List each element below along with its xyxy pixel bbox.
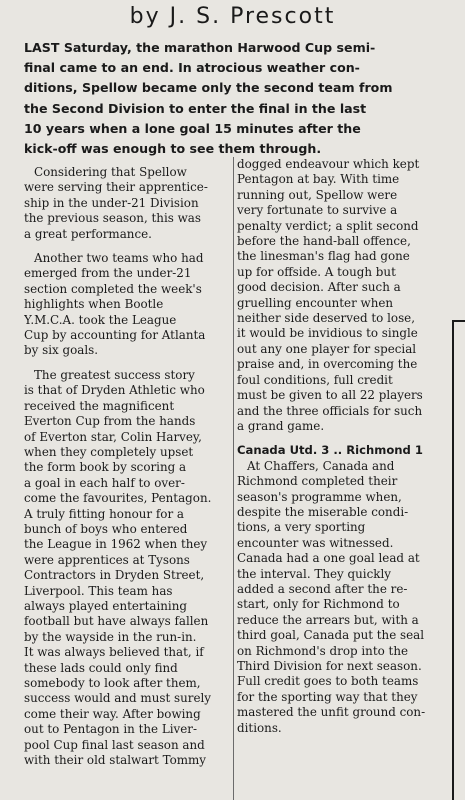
text-line: of Everton star, Colin Harvey, (24, 429, 202, 444)
text-line: for the sporting way that they (237, 689, 418, 704)
text-line: a goal in each half to over- (24, 475, 185, 490)
text-line: season's programme when, (237, 489, 402, 504)
text-line: Cup by accounting for Atlanta (24, 328, 206, 343)
text-line: Liverpool. This team has (24, 583, 173, 598)
text-line: very fortunate to survive a (237, 203, 398, 218)
right-column (237, 157, 443, 736)
adjacent-box-border (452, 320, 465, 800)
text-line: A truly fitting honour for a (24, 506, 184, 521)
text-line: ship in the under-21 Division (24, 195, 199, 210)
text-line: the previous season, this was (24, 211, 202, 226)
text-line: mastered the unfit ground con- (237, 705, 426, 720)
text-line: third goal, Canada put the seal (237, 628, 425, 643)
text-line: running out, Spellow were (237, 187, 398, 202)
text-line: gruelling encounter when (237, 295, 394, 310)
text-line: always played entertaining (24, 598, 188, 613)
text-line: It was always believed that, if (24, 645, 204, 660)
text-line: come the favourites, Pentagon. (24, 491, 212, 506)
text-line: Third Division for next season. (237, 659, 422, 673)
text-line: before the hand-ball offence, (237, 234, 411, 249)
text-line: by six goals. (24, 343, 99, 358)
text-line: reduce the arrears but, with a (237, 612, 419, 627)
left-column (24, 165, 229, 768)
text-line: penalty verdict; a split second (237, 218, 419, 233)
text-line: added a second after the re- (237, 581, 408, 596)
text-line: success would and must surely (24, 691, 212, 706)
text-line: The greatest success story (34, 367, 195, 382)
lead-line: LAST Saturday, the marathon Harwood Cup semi- (24, 40, 376, 55)
text-line: the League in 1962 when they (24, 537, 208, 552)
text-line: come their way. After bowing (24, 706, 201, 721)
text-line: foul conditions, full credit (237, 372, 393, 387)
text-line: football but have always fallen (24, 614, 209, 629)
text-line: highlights when Bootle (24, 297, 164, 312)
text-line: must be given to all 22 players (237, 388, 423, 403)
text-line: Considering that Spellow (34, 165, 187, 179)
text-line: by the wayside in the run-in. (24, 629, 197, 644)
text-line: out any one player for special (237, 341, 417, 356)
text-line: encounter was witnessed. (237, 535, 394, 550)
lead-paragraph (24, 38, 446, 159)
text-line: tions, a very sporting (237, 520, 366, 535)
text-line: praise and, in overcoming the (237, 357, 418, 372)
text-line: with their old stalwart Tommy (24, 753, 207, 768)
text-line: start, only for Richmond to (237, 597, 400, 612)
text-line: emerged from the under-21 (24, 266, 192, 281)
text-line: these lads could only find (24, 660, 178, 675)
text-line: Everton Cup from the hands (24, 414, 196, 429)
text-line: Contractors in Dryden Street, (24, 568, 205, 583)
text-line: At Chaffers, Canada and (247, 458, 395, 473)
text-line: dogged endeavour which kept (237, 157, 420, 171)
text-line: Y.M.C.A. took the League (24, 312, 177, 327)
byline: by J. S. Prescott (129, 4, 336, 29)
text-line: good decision. After such a (237, 280, 401, 295)
text-line: the form book by scoring a (24, 460, 187, 475)
text-line: a grand game. (237, 418, 325, 433)
lead-line: final came to an end. In atrocious weather con- (24, 60, 360, 76)
text-line: pool Cup final last season and (24, 737, 205, 752)
lead-line: 10 years when a lone goal 15 minutes after the (24, 120, 361, 136)
text-line: when they completely upset (24, 444, 194, 459)
match-subheading: Canada Utd. 3 .. Richmond 1 (237, 443, 423, 458)
paragraph-gap (24, 359, 229, 368)
text-line: Full credit goes to both teams (237, 674, 419, 689)
lead-line: the Second Division to enter the final in the last (24, 100, 367, 116)
paragraph-gap (24, 242, 229, 251)
text-line: bunch of boys who entered (24, 521, 188, 536)
paragraph-gap (237, 434, 443, 443)
text-line: out to Pentagon in the Liver- (24, 722, 197, 737)
text-line: Canada had a one goal lead at (237, 551, 420, 566)
text-line: ditions. (237, 720, 282, 735)
text-line: and the three officials for such (237, 403, 423, 418)
text-line: despite the miserable condi- (237, 504, 409, 519)
text-line: it would be invidious to single (237, 326, 418, 341)
text-line: Pentagon at bay. With time (237, 172, 400, 187)
column-rule (233, 157, 234, 800)
lead-line: kick-off was enough to see them through. (24, 141, 322, 157)
text-line: Another two teams who had (34, 251, 204, 266)
text-line: were serving their apprentice- (24, 180, 208, 195)
text-line: a great performance. (24, 226, 152, 241)
lead-line: ditions, Spellow became only the second team from (24, 80, 393, 96)
text-line: is that of Dryden Athletic who (24, 383, 205, 398)
text-line: the interval. They quickly (237, 566, 391, 581)
text-line: somebody to look after them, (24, 676, 201, 690)
text-line: the linesman's flag had gone (237, 249, 410, 264)
text-line: received the magnificent (24, 398, 175, 413)
text-line: were apprentices at Tysons (24, 552, 190, 567)
text-line: Richmond completed their (237, 474, 398, 489)
text-line: section completed the week's (24, 281, 202, 296)
text-line: up for offside. A tough but (237, 264, 396, 279)
text-line: on Richmond's drop into the (237, 643, 409, 658)
text-line: neither side deserved to lose, (237, 311, 415, 326)
